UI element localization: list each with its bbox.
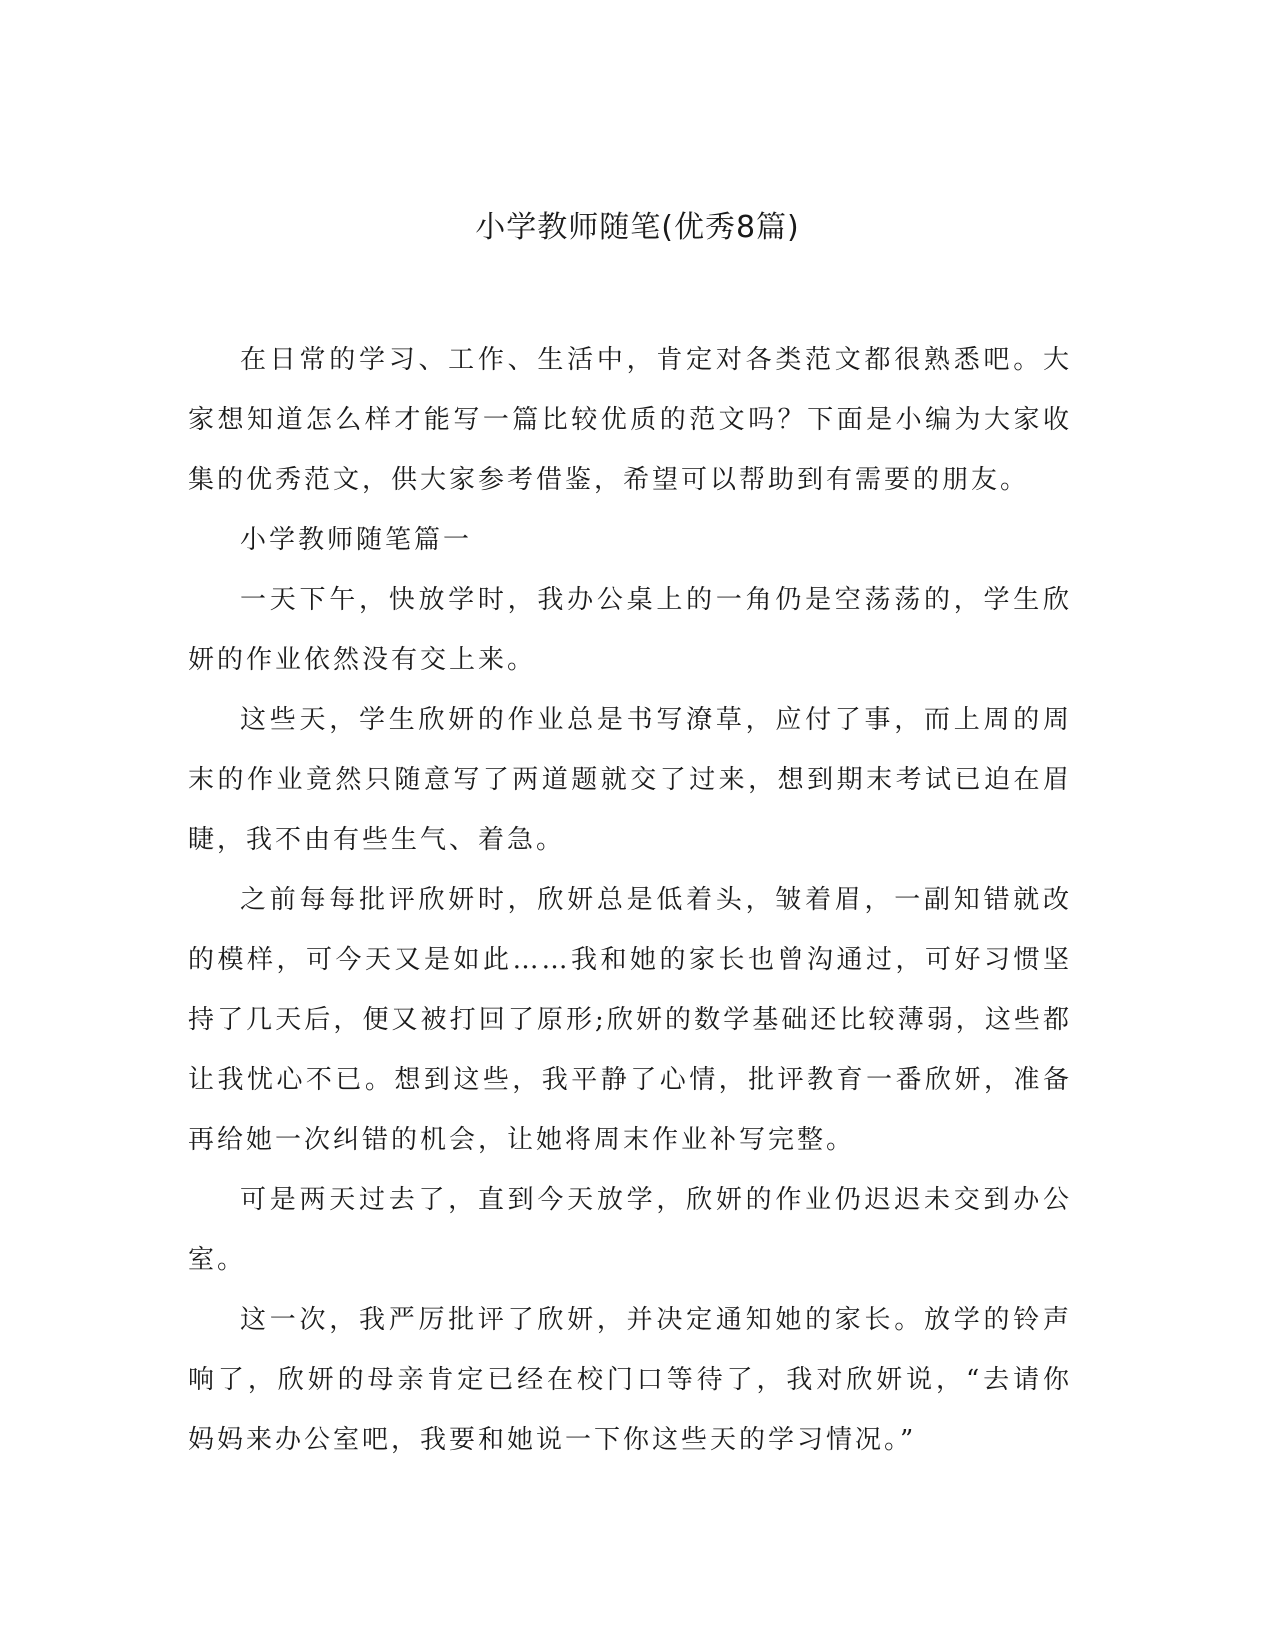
- intro-paragraph: 在日常的学习、工作、生活中，肯定对各类范文都很熟悉吧。大家想知道怎么样才能写一篇比较优质的范文吗？下面是小编为大家收集的优秀范文，供大家参考借鉴，希望可以帮助到有需要的朋友。: [188, 345, 1072, 495]
- body-paragraph: 可是两天过去了，直到今天放学，欣妍的作业仍迟迟未交到办公室。: [188, 1185, 1072, 1275]
- body-paragraph: 之前每每批评欣妍时，欣妍总是低着头，皱着眉，一副知错就改的模样，可今天又是如此……我和她的家长也曾沟通过，可好习惯坚持了几天后，便又被打回了原形;欣妍的数学基础还比较薄弱，这些都让我忧心不已。想到这些，我平静了心情，批评教育一番欣妍，准备再给她一次纠错的机会，让她将周末作业补写完整。: [188, 885, 1072, 1155]
- document-title: 小学教师随笔(优秀8篇): [475, 210, 800, 245]
- section-heading: 小学教师随笔篇一: [240, 525, 473, 555]
- body-paragraph: 一天下午，快放学时，我办公桌上的一角仍是空荡荡的，学生欣妍的作业依然没有交上来。: [188, 585, 1072, 675]
- body-paragraph: 这些天，学生欣妍的作业总是书写潦草，应付了事，而上周的周末的作业竟然只随意写了两道题就交了过来，想到期末考试已迫在眉睫，我不由有些生气、着急。: [188, 705, 1072, 855]
- body-paragraph: 这一次，我严厉批评了欣妍，并决定通知她的家长。放学的铃声响了，欣妍的母亲肯定已经在校门口等待了，我对欣妍说，“去请你妈妈来办公室吧，我要和她说一下你这些天的学习情况。”: [188, 1305, 1072, 1455]
- document-body: [188, 330, 1072, 1470]
